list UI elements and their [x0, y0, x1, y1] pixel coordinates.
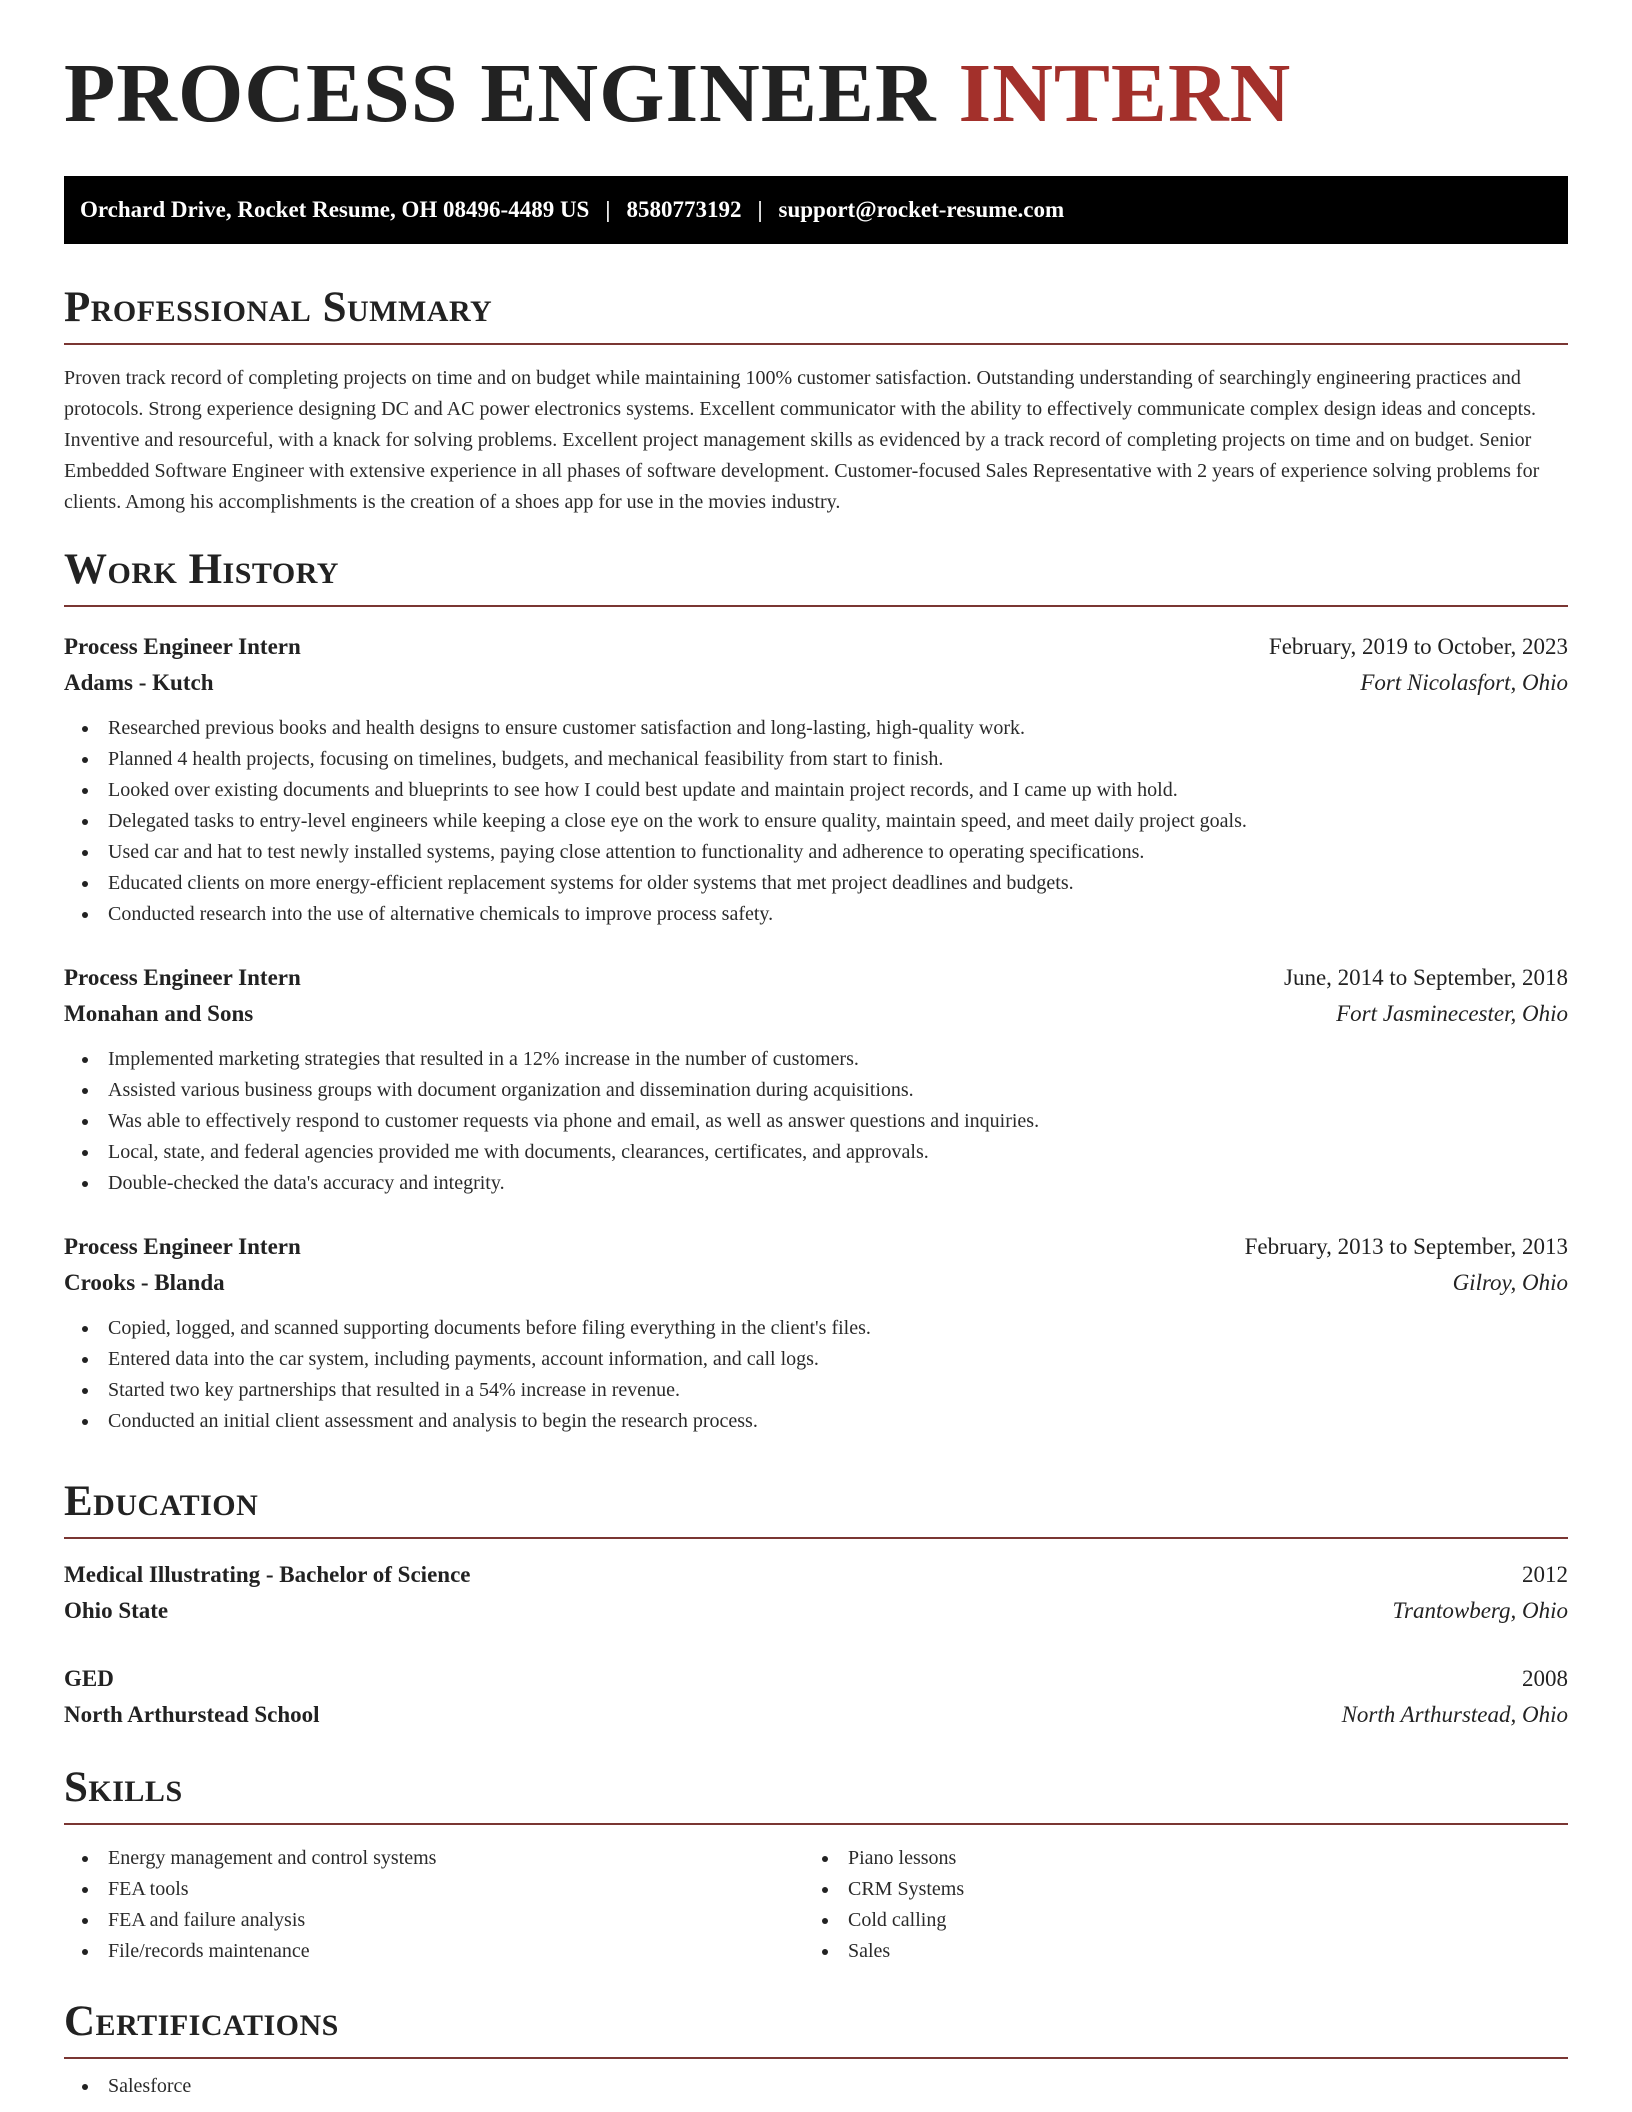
list-item: Conducted research into the use of alternative chemicals to improve process safety.: [64, 899, 1568, 930]
list-item: Looked over existing documents and blueprints to see how I could best update and maintain project records, and I came up with hold.: [64, 775, 1568, 806]
contact-address: Orchard Drive, Rocket Resume, OH 08496-4489 US: [80, 197, 590, 222]
job-company: Adams - Kutch: [64, 670, 214, 695]
job-entry: [64, 1229, 1568, 1437]
list-item: Piano lessons: [804, 1843, 1544, 1874]
list-item: Delegated tasks to entry-level engineers while keeping a close eye on the work to ensure quality, maintain speed, and meet daily project goals.: [64, 806, 1568, 837]
list-item: Researched previous books and health designs to ensure customer satisfaction and long-lasting, high-quality work.: [64, 713, 1568, 744]
list-item: Sales: [804, 1936, 1544, 1967]
skills-columns: [64, 1843, 1568, 1967]
job-dates: June, 2014 to September, 2018: [1284, 965, 1568, 990]
education-degree: Medical Illustrating - Bachelor of Science: [64, 1562, 471, 1587]
work-history-section: [64, 548, 1568, 1437]
list-item: Educated clients on more energy-efficient replacement systems for older systems that met project deadlines and budgets.: [64, 868, 1568, 899]
education-location: Trantowberg, Ohio: [1392, 1598, 1568, 1623]
list-item: FEA and failure analysis: [64, 1905, 804, 1936]
job-bullets: [64, 713, 1568, 930]
section-heading: Certifications: [64, 2000, 1568, 2059]
job-company: Monahan and Sons: [64, 1001, 254, 1026]
list-item: Conducted an initial client assessment and analysis to begin the research process.: [64, 1406, 1568, 1437]
contact-phone[interactable]: 8580773192: [626, 197, 742, 222]
list-item: Entered data into the car system, including payments, account information, and call logs.: [64, 1344, 1568, 1375]
job-bullets: [64, 1313, 1568, 1437]
job-location: Fort Jasminecester, Ohio: [1336, 1001, 1568, 1026]
certifications-section: [64, 2000, 1568, 2102]
job-location: Gilroy, Ohio: [1452, 1270, 1568, 1295]
title-accent: INTERN: [958, 47, 1292, 140]
section-heading: Professional Summary: [64, 286, 1568, 345]
education-degree: GED: [64, 1666, 114, 1691]
job-company: Crooks - Blanda: [64, 1270, 225, 1295]
list-item: FEA tools: [64, 1874, 804, 1905]
list-item: Copied, logged, and scanned supporting documents before filing everything in the client's files.: [64, 1313, 1568, 1344]
list-item: Double-checked the data's accuracy and integrity.: [64, 1168, 1568, 1199]
title-main: PROCESS ENGINEER: [64, 47, 937, 140]
summary-section: [64, 286, 1568, 518]
summary-text: Proven track record of completing projects on time and on budget while maintaining 100% customer satisfaction. Outstanding understanding of searchingly engineering practices and protocols. Strong experience designing DC and AC power electronics systems. Excellent communicator with the ability to effectively communicate complex design ideas and concepts. Inventive and resourceful, with a knack for solving problems. Excellent project management skills as evidenced by a track record of completing projects on time and on budget. Senior Embedded Software Engineer with extensive experience in all phases of software development. Customer-focused Sales Representative with 2 years of experience solving problems for clients. Among his accomplishments is the creation of a shoes app for use in the movies industry.: [64, 367, 1540, 513]
job-entry: [64, 960, 1568, 1199]
contact-bar: [64, 176, 1568, 244]
job-bullets: [64, 1044, 1568, 1199]
resume-title: [64, 47, 1292, 140]
list-item: Assisted various business groups with document organization and dissemination during acquisitions.: [64, 1075, 1568, 1106]
section-heading: Work History: [64, 548, 1568, 607]
education-section: [64, 1480, 1568, 1733]
list-item: Salesforce: [64, 2071, 1568, 2102]
list-item: CRM Systems: [804, 1874, 1544, 1905]
education-entry: [64, 1661, 1568, 1733]
skills-section: [64, 1766, 1568, 1967]
list-item: Used car and hat to test newly installed systems, paying close attention to functionality and adherence to operating specifications.: [64, 837, 1568, 868]
education-year: 2012: [1522, 1562, 1568, 1587]
list-item: Implemented marketing strategies that resulted in a 12% increase in the number of customers.: [64, 1044, 1568, 1075]
list-item: Local, state, and federal agencies provided me with documents, clearances, certificates, and approvals.: [64, 1137, 1568, 1168]
list-item: Started two key partnerships that resulted in a 54% increase in revenue.: [64, 1375, 1568, 1406]
skills-list-left: [64, 1843, 804, 1967]
certifications-list: [64, 2071, 1568, 2102]
list-item: Energy management and control systems: [64, 1843, 804, 1874]
section-heading: Skills: [64, 1766, 1568, 1825]
contact-email[interactable]: support@rocket-resume.com: [778, 197, 1065, 222]
job-location: Fort Nicolasfort, Ohio: [1360, 670, 1568, 695]
list-item: Cold calling: [804, 1905, 1544, 1936]
job-title: Process Engineer Intern: [64, 634, 301, 659]
contact-separator: |: [757, 197, 763, 222]
education-school: Ohio State: [64, 1598, 169, 1623]
education-year: 2008: [1522, 1666, 1568, 1691]
education-entry: [64, 1557, 1568, 1629]
section-heading: Education: [64, 1480, 1568, 1539]
job-title: Process Engineer Intern: [64, 1234, 301, 1259]
job-dates: February, 2013 to September, 2013: [1244, 1234, 1568, 1259]
job-entry: [64, 629, 1568, 930]
job-dates: February, 2019 to October, 2023: [1268, 634, 1568, 659]
contact-separator: |: [605, 197, 611, 222]
skills-list-right: [804, 1843, 1544, 1967]
job-title: Process Engineer Intern: [64, 965, 301, 990]
education-school: North Arthurstead School: [64, 1702, 320, 1727]
list-item: File/records maintenance: [64, 1936, 804, 1967]
list-item: Planned 4 health projects, focusing on timelines, budgets, and mechanical feasibility from start to finish.: [64, 744, 1568, 775]
education-location: North Arthurstead, Ohio: [1341, 1702, 1568, 1727]
list-item: Was able to effectively respond to customer requests via phone and email, as well as answer questions and inquiries.: [64, 1106, 1568, 1137]
